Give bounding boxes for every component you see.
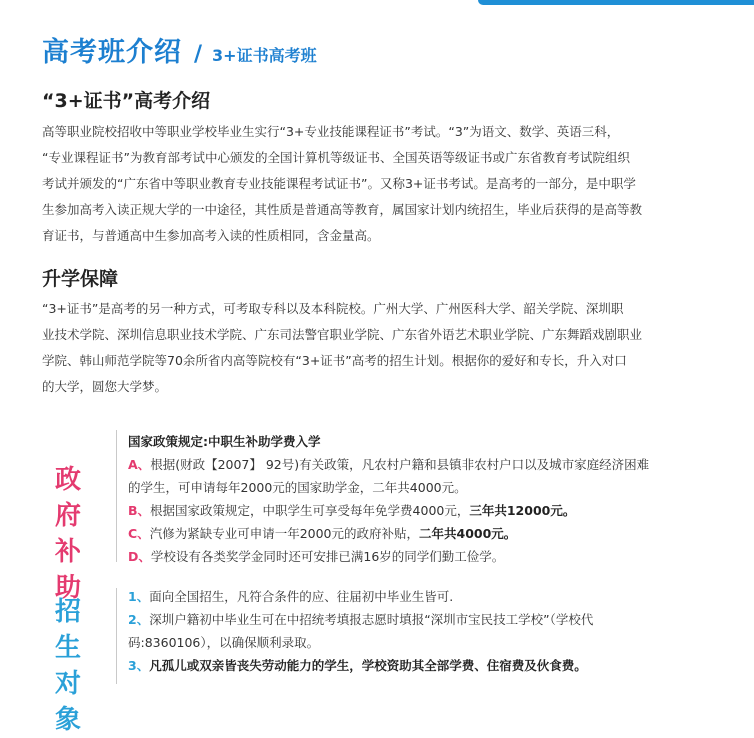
item-bold-text: 二年共4000元。 — [419, 526, 517, 541]
item-letter: C、 — [128, 526, 150, 541]
item-text: 的学生，可申请每年2000元的国家助学金，二年共4000元。 — [128, 480, 467, 495]
enroll-label-line: 招 生 — [54, 597, 87, 663]
page-title: 高考班介绍 — [42, 37, 182, 68]
subsidy-heading: 国家政策规定:中职生补助学费入学 — [128, 434, 321, 449]
subsidy-policy — [128, 430, 728, 568]
intro-line: 生参加高考入读正规大学的一中途径，其性质是普通高等教育，属国家计划内统招生，毕业后获得的是高等教 — [42, 202, 643, 217]
item-number: 2、 — [128, 612, 150, 627]
item-text: 根据国家政策规定，中职学生可享受每年免学费4000元， — [150, 503, 470, 518]
item-letter: B、 — [128, 503, 151, 518]
item-text: 汽修为紧缺专业可申请一年2000元的政府补贴， — [149, 526, 419, 541]
advance-line: 业技术学院、深圳信息职业技术学院、广东司法警官职业学院、广东省外语艺术职业学院、广东舞蹈戏剧职业 — [42, 327, 643, 342]
enroll-label — [38, 594, 104, 738]
top-accent-bar — [478, 0, 754, 5]
item-text: 根据(财政【2007】 92号)有关政策，凡农村户籍和县镇非农村户口以及城市家庭经济困难 — [150, 457, 650, 472]
intro-paragraph — [42, 119, 718, 249]
item-text: 码:8360106），以确保顺利录取。 — [128, 635, 320, 650]
item-bold-text: 凡孤儿或双亲皆丧失劳动能力的学生，学校资助其全部学费、住宿费及伙食费。 — [149, 658, 587, 673]
subsidy-item — [128, 476, 728, 499]
enroll-item — [128, 654, 728, 677]
enroll-item — [128, 585, 728, 608]
advance-line: 的大学，圆您大学梦。 — [42, 379, 168, 394]
subsidy-item — [128, 499, 728, 522]
subsidy-label-line: 补 助 — [54, 537, 87, 603]
intro-line: 育证书，与普通高中生参加高考入读的性质相同，含金量高。 — [42, 228, 380, 243]
advance-paragraph — [42, 296, 718, 400]
enroll-divider — [116, 588, 117, 684]
subsidy-item — [128, 522, 728, 545]
intro-line: 高等职业院校招收中等职业学校毕业生实行“3+专业技能课程证书”考试。“3”为语文、数学、英语三科， — [42, 124, 620, 139]
advance-line: “3+证书”是高考的另一种方式，可考取专科以及本科院校。广州大学、广州医科大学、韶关学院、深圳职 — [42, 301, 624, 316]
subsidy-label-line: 政 府 — [54, 465, 87, 531]
intro-line: “专业课程证书”为教育部考试中心颁发的全国计算机等级证书、全国英语等级证书或广东省教育考试院组织 — [42, 150, 630, 165]
page-subtitle: 3+证书高考班 — [212, 46, 317, 65]
advance-heading: 升学保障 — [42, 268, 119, 290]
intro-heading: “3+证书”高考介绍 — [42, 90, 211, 112]
subsidy-label — [38, 462, 104, 606]
item-number: 3、 — [128, 658, 150, 673]
item-text: 学校设有各类奖学金同时还可安排已满16岁的同学们勤工俭学。 — [150, 549, 505, 564]
item-number: 1、 — [128, 589, 150, 604]
title-separator: / — [194, 42, 203, 67]
item-letter: D、 — [128, 549, 151, 564]
item-text: 面向全国招生，凡符合条件的应、往届初中毕业生皆可. — [149, 589, 454, 604]
intro-line: 考试并颁发的“广东省中等职业教育专业技能课程考试证书”。又称3+证书考试。是高考的一部分，是中职学 — [42, 176, 636, 191]
page-header — [42, 30, 317, 69]
enroll-item — [128, 631, 728, 654]
enroll-list — [128, 585, 728, 677]
advance-line: 学院、韩山师范学院等70余所省内高等院校有“3+证书”高考的招生计划。根据你的爱好和专长，升入对口 — [42, 353, 627, 368]
enroll-label-line: 对 象 — [54, 669, 87, 735]
enroll-item — [128, 608, 728, 631]
subsidy-divider — [116, 430, 117, 562]
subsidy-item — [128, 453, 728, 476]
item-bold-text: 三年共12000元。 — [469, 503, 576, 518]
item-letter: A、 — [128, 457, 151, 472]
item-text: 深圳户籍初中毕业生可在中招统考填报志愿时填报“深圳市宝民技工学校”（学校代 — [149, 612, 594, 627]
subsidy-item — [128, 545, 728, 568]
